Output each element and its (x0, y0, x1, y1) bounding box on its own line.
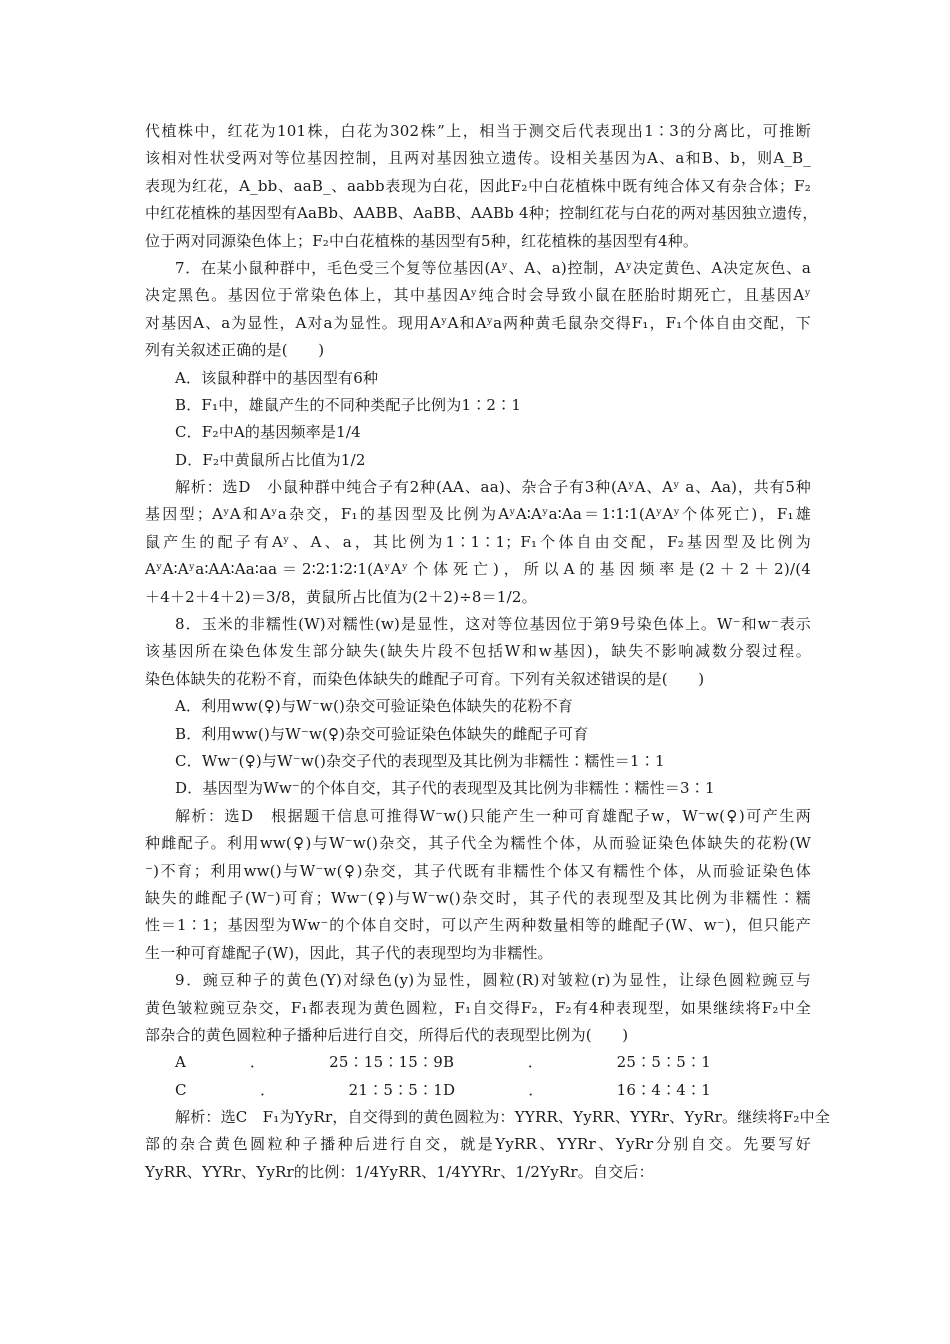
text-line: 表现为红花，A_bb、aaB_、aabb表现为白花，因此F₂中白花植株中既有纯合体又有杂合体；F₂ (145, 176, 811, 195)
answer-text: AʸA∶Aʸa∶AA∶Aa∶aa＝2∶2∶1∶2∶1(AʸAʸ个体死亡)，所以A的基因频率是(2＋2＋2)/(4 (145, 560, 811, 579)
option-a: A．利用ww(♀)与W⁻w()杂交可验证染色体缺失的花粉不育 (175, 697, 574, 716)
question-text: 染色体缺失的花粉不育，而染色体缺失的雌配子可育。下列有关叙述错误的是( ) (145, 669, 705, 688)
option-d: D．F₂中黄鼠所占比值为1/2 (175, 450, 366, 469)
answer-text: 基因型；AʸA和Aʸa杂交，F₁的基因型及比例为AʸA∶Aʸa∶Aa＝1∶1∶1(AʸAʸ个体死亡)，F₁雄 (145, 505, 811, 524)
answer-text: 种雌配子。利用ww(♀)与W⁻w()杂交，其子代全为糯性个体，从而验证染色体缺失的花粉(W (145, 834, 811, 853)
question-text: 决定黑色。基因位于常染色体上，其中基因Aʸ纯合时会导致小鼠在胚胎时期死亡，且基因Aʸ (145, 286, 811, 305)
option-b: B．利用ww()与W⁻w(♀)杂交可验证染色体缺失的雌配子可育 (175, 724, 589, 743)
answer-text: ⁻)不育；利用ww()与W⁻w(♀)杂交，其子代既有非糯性个体又有糯性个体，从而验证染色体 (145, 861, 811, 880)
answer-text: 性＝1∶1；基因型为Ww⁻的个体自交时，可以产生两种数量相等的雌配子(W、w⁻)，但只能产 (145, 916, 811, 935)
option-c: C．21∶5∶5∶1 (175, 1080, 443, 1099)
question-text: 对基因A、a为显性，A对a为显性。现用AʸA和Aʸa两种黄毛鼠杂交得F₁，F₁个体自由交配，下 (145, 313, 811, 332)
text-line: 中红花植株的基因型有AaBb、AABB、AaBB、AABb 4种；控制红花与白花的两对基因独立遗传， (145, 204, 818, 223)
question-8 (145, 611, 811, 967)
answer-text: 缺失的雌配子(W⁻)可育；Ww⁻(♀)与W⁻w()杂交时，其子代的表现型及其比例为非糯性∶糯 (145, 888, 811, 907)
option-a: A．25∶15∶15∶9 (175, 1053, 443, 1072)
option-b: B．25∶5∶5∶1 (443, 1053, 711, 1072)
options-row (145, 1049, 811, 1076)
question-text: 8．玉米的非糯性(W)对糯性(w)是显性，这对等位基因位于第9号染色体上。W⁻和w⁻表示 (175, 615, 811, 634)
question-7 (145, 255, 811, 611)
question-9 (145, 967, 831, 1186)
answer-text: YyRR、YYRr、YyRr的比例：1/4YyRR、1/4YYRr、1/2YyRr。自交后： (145, 1162, 654, 1181)
text-line: 该相对性状受两对等位基因控制，且两对基因独立遗传。设相关基因为A、a和B、b，则A_B_ (145, 149, 811, 168)
option-c: C．F₂中A的基因频率是1/4 (175, 423, 361, 442)
answer-text: 解析：选D 根据题干信息可推得W⁻w()只能产生一种可育雄配子w，W⁻w(♀)可产生两 (175, 806, 811, 825)
answer-text: 部的杂合黄色圆粒种子播种后进行自交，就是YyRR、YYRr、YyRr分别自交。先要写好 (145, 1135, 811, 1154)
answer-text: 生一种可育雄配子(W)，因此，其子代的表现型均为非糯性。 (145, 943, 553, 962)
text-line: 位于两对同源染色体上；F₂中白花植株的基因型有5种，红花植株的基因型有4种。 (145, 231, 699, 250)
option-c: C．Ww⁻(♀)与W⁻w()杂交子代的表现型及其比例为非糯性∶糯性＝1∶1 (175, 751, 665, 770)
question-text: 部杂合的黄色圆粒种子播种后进行自交，所得后代的表现型比例为( ) (145, 1025, 629, 1044)
answer-text: 解析：选D 小鼠种群中纯合子有2种(AA、aa)、杂合子有3种(AʸA、Aʸ a、Aa)，共有5种 (175, 478, 811, 497)
option-b: B．F₁中，雄鼠产生的不同种类配子比例为1∶2∶1 (175, 395, 522, 414)
option-a: A．该鼠种群中的基因型有6种 (175, 368, 379, 387)
answer-text: 鼠产生的配子有Aʸ、A、a，其比例为1∶1∶1；F₁个体自由交配，F₂基因型及比例为 (145, 532, 811, 551)
question-text: 黄色皱粒豌豆杂交，F₁都表现为黄色圆粒，F₁自交得F₂，F₂有4种表现型，如果继续将F₂中全 (145, 998, 811, 1017)
answer-text: 解析：选C F₁为YyRr，自交得到的黄色圆粒为：YYRR、YyRR、YYRr、YyRr。继续将F₂中全 (175, 1108, 831, 1127)
text-line: 代植株中，红花为101株，白花为302株”上，相当于测交后代表现出1∶3的分离比，可推断 (145, 122, 811, 140)
question-text: 该基因所在染色体发生部分缺失(缺失片段不包括W和w基因)，缺失不影响减数分裂过程。 (145, 642, 811, 661)
answer-text: ＋4＋2＋4＋2)＝3/8，黄鼠所占比值为(2＋2)÷8＝1/2。 (145, 587, 537, 606)
question-text: 9．豌豆种子的黄色(Y)对绿色(y)为显性，圆粒(R)对皱粒(r)为显性，让绿色圆粒豌豆与 (175, 971, 811, 990)
document-page (145, 118, 831, 1186)
options-row (145, 1077, 811, 1104)
option-d: D．基因型为Ww⁻的个体自交，其子代的表现型及其比例为非糯性∶糯性＝3∶1 (175, 779, 715, 798)
intro-paragraph (145, 118, 818, 255)
option-d: D．16∶4∶4∶1 (443, 1080, 711, 1099)
question-text: 列有关叙述正确的是( ) (145, 341, 325, 360)
question-text: 7．在某小鼠种群中，毛色受三个复等位基因(Aʸ、A、a)控制，Aʸ决定黄色、A决定灰色、a (175, 258, 811, 277)
